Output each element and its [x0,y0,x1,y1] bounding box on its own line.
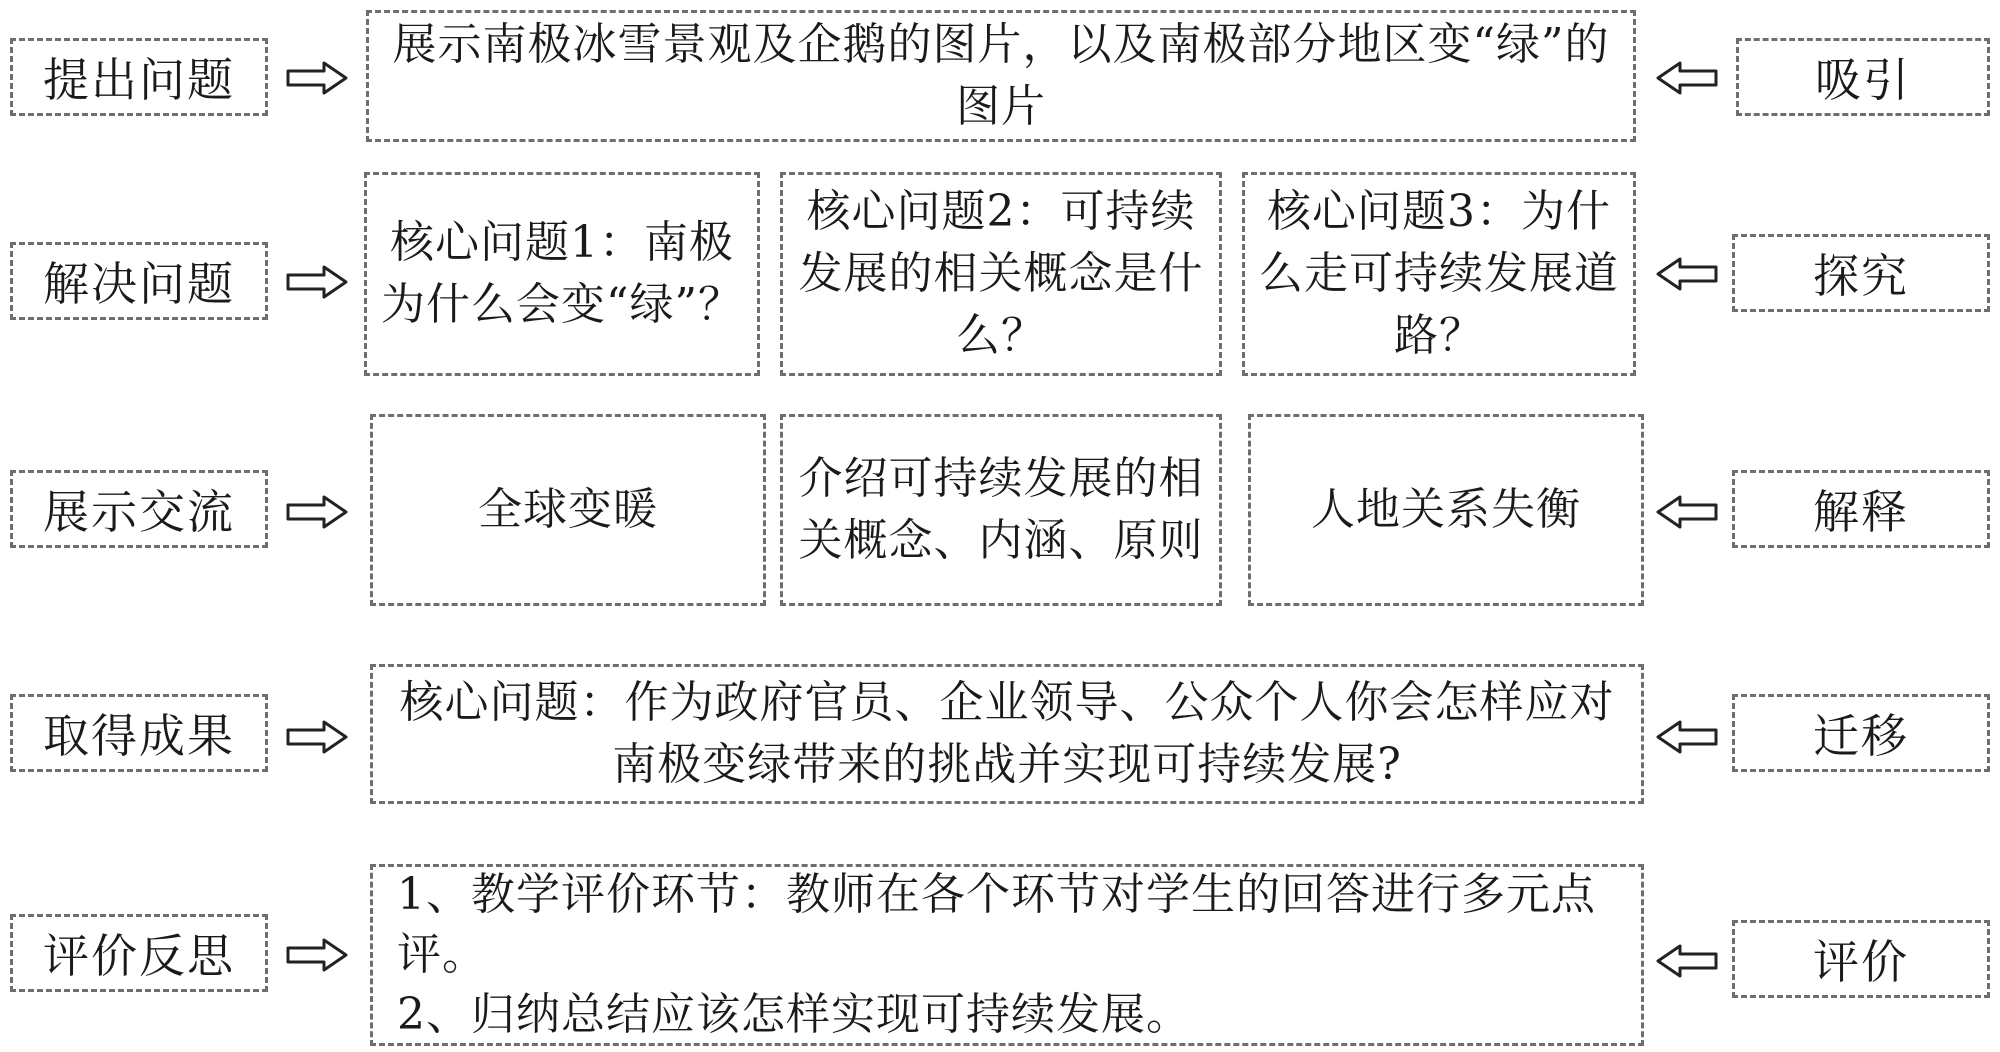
evaluation-box [370,864,1644,1046]
stage-label-propose-question: 提出问题 [10,38,268,116]
left-arrow-icon [1656,61,1718,95]
left-arrow-icon [1656,944,1718,978]
right-arrow-icon [286,495,348,529]
transfer-question-box: 核心问题：作为政府官员、企业领导、公众个人你会怎样应对南极变绿带来的挑战并实现可持续发展? [370,664,1644,804]
stage-label-achieve-results: 取得成果 [10,694,268,772]
right-arrow-icon [286,720,348,754]
activity-box-intro: 展示南极冰雪景观及企鹅的图片，以及南极部分地区变“绿”的图片 [366,10,1636,142]
topic-sustainable-concepts: 介绍可持续发展的相关概念、内涵、原则 [780,414,1222,606]
core-question-1: 核心问题1：南极为什么会变“绿”？ [364,172,760,376]
evaluation-line-1: 1、教学评价环节：教师在各个环节对学生的回答进行多元点评。 [397,869,1596,980]
topic-human-land-imbalance: 人地关系失衡 [1248,414,1644,606]
core-question-3: 核心问题3：为什么走可持续发展道路？ [1242,172,1636,376]
stage-label-solve-problem: 解决问题 [10,242,268,320]
left-arrow-icon [1656,720,1718,754]
topic-global-warming: 全球变暖 [370,414,766,606]
stage-goal-explain: 解释 [1732,470,1990,548]
stage-label-present-exchange: 展示交流 [10,470,268,548]
stage-label-evaluate-reflect: 评价反思 [10,914,268,992]
left-arrow-icon [1656,495,1718,529]
right-arrow-icon [286,265,348,299]
right-arrow-icon [286,938,348,972]
evaluation-line-2: 2、归纳总结应该怎样实现可持续发展。 [397,989,1191,1040]
left-arrow-icon [1656,257,1718,291]
stage-goal-explore: 探究 [1732,234,1990,312]
stage-goal-evaluate: 评价 [1732,920,1990,998]
stage-goal-transfer: 迁移 [1732,694,1990,772]
core-question-2: 核心问题2：可持续发展的相关概念是什么？ [780,172,1222,376]
stage-goal-engage: 吸引 [1736,38,1990,116]
right-arrow-icon [286,61,348,95]
